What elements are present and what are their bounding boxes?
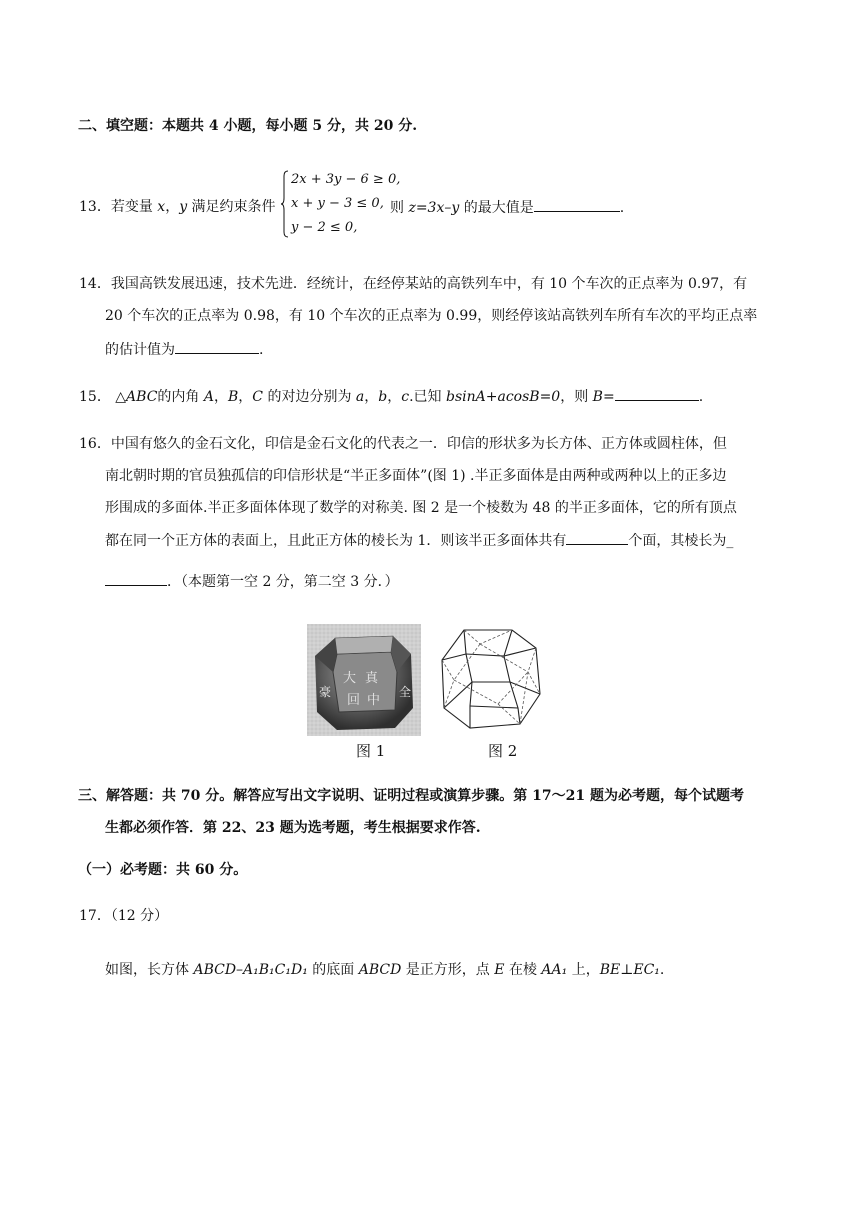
seal-char-6: 全 xyxy=(399,685,412,699)
q17-t3: 是正方形，点 xyxy=(401,962,495,978)
q15-t4: ，则 xyxy=(560,389,593,405)
answer-blank-16b[interactable] xyxy=(105,571,167,586)
q16-line-2: 南北朝时期的官员独孤信的印信形状是“半正多面体”(图 1) .半正多面体是由两种或两种以上的正多边 xyxy=(105,468,727,484)
var-a: a xyxy=(355,389,365,405)
q15-t1: 的内角 xyxy=(157,389,204,405)
seal-char-4: 中 xyxy=(367,693,381,708)
var-b: b xyxy=(378,389,388,405)
q17-t1: 如图，长方体 xyxy=(105,962,194,978)
q15-answer-label: B= xyxy=(592,389,615,405)
q17-t4: 在棱 xyxy=(504,962,542,978)
constraint-3: y − 2 ≤ 0, xyxy=(291,220,358,235)
var-y: y xyxy=(179,199,188,215)
q15-comma-3: ， xyxy=(364,389,379,405)
q13-pre: 若变量 xyxy=(110,199,158,215)
q15-t2: 的对边分别为 xyxy=(263,389,356,405)
polyhedron-figure xyxy=(440,624,546,734)
section-header-answers-1: 三、解答题：共 70 分。解答应写出文字说明、证明过程或演算步骤。第 17～21 题为必考题，每个试题考 xyxy=(78,788,744,804)
var-A: A xyxy=(203,389,214,405)
seal-char-1: 大 xyxy=(343,671,357,686)
q14-line-3 xyxy=(105,339,263,360)
q14-number: 14． xyxy=(79,276,111,292)
q15-comma-2: ， xyxy=(238,389,253,405)
figure-2-caption: 图 2 xyxy=(488,742,518,760)
seal-photo-figure xyxy=(307,624,421,736)
q15-number: 15． xyxy=(79,389,111,405)
constraint-1: 2x + 3y − 6 ≥ 0, xyxy=(291,172,401,187)
constraint-2: x + y − 3 ≤ 0, xyxy=(291,196,384,211)
objective-function: z=3x–y xyxy=(408,200,460,216)
q16-text-4b: 个面，其棱长为_ xyxy=(628,533,734,549)
q17-number: 17． xyxy=(79,908,111,924)
cuboid-label: ABCD–A₁B₁C₁D₁ xyxy=(193,962,308,978)
q15-equation: bsinA+acosB=0 xyxy=(446,389,561,405)
q14-line-1 xyxy=(79,274,747,294)
q17-t5: 上， xyxy=(567,962,600,978)
answer-blank-14[interactable] xyxy=(175,339,259,354)
q16-line-5 xyxy=(105,571,399,592)
q17-score: （12 分） xyxy=(110,908,169,924)
part-required-header: （一）必考题：共 60 分。 xyxy=(78,862,248,878)
q14-text-1: 我国高铁发展迅速，技术先进．经统计，在经停某站的高铁列车中，有 10 个车次的正点率为 0.97，有 xyxy=(110,276,748,292)
figure-1-caption: 图 1 xyxy=(356,742,386,760)
q13-text xyxy=(79,197,276,217)
var-x: x xyxy=(157,199,166,215)
q13-sep: ， xyxy=(165,199,180,215)
var-c: c xyxy=(401,389,410,405)
q17-end: . xyxy=(659,962,665,978)
q13-then: 则 xyxy=(390,200,409,216)
q16-line-3: 形围成的多面体.半正多面体体现了数学的对称美. 图 2 是一个棱数为 48 的半正多面体，它的所有顶点 xyxy=(105,500,737,516)
q13-objective xyxy=(390,197,624,218)
q14-line-2: 20 个车次的正点率为 0.98，有 10 个车次的正点率为 0.99，则经停该站高铁列车所有车次的平均正点率 xyxy=(105,308,758,324)
var-B: B xyxy=(228,389,239,405)
q17-statement xyxy=(105,960,664,980)
q13-tail: 的最大值是 xyxy=(459,200,534,216)
q17-t2: 的底面 xyxy=(307,962,359,978)
triangle-abc: △ABC xyxy=(115,389,158,405)
q15-end: . xyxy=(698,389,704,405)
q14-end: . xyxy=(259,342,264,358)
q16-line-1 xyxy=(79,434,727,454)
edge-label: AA₁ xyxy=(541,962,568,978)
q17-header xyxy=(79,906,168,926)
seal-char-5: 豪 xyxy=(319,685,332,699)
q16-line-4 xyxy=(105,530,733,551)
perpendicular-condition: BE⊥EC₁ xyxy=(599,962,660,978)
q16-number: 16． xyxy=(79,436,111,452)
seal-char-3: 回 xyxy=(347,693,361,708)
q13-end: . xyxy=(619,200,625,216)
q15-t3: .已知 xyxy=(409,389,446,405)
base-label: ABCD xyxy=(358,962,402,978)
seal-char-2: 真 xyxy=(365,671,379,686)
answer-blank-15[interactable] xyxy=(615,386,699,401)
q14-text-3: 的估计值为 xyxy=(105,342,175,358)
brace-icon xyxy=(281,170,289,238)
q16-text-4a: 都在同一个正方体的表面上，且此正方体的棱长为 1．则该半正多面体共有 xyxy=(105,533,567,549)
answer-blank-13[interactable] xyxy=(534,197,620,212)
q15-comma-1: ， xyxy=(214,389,228,405)
answer-blank-16a[interactable] xyxy=(566,530,628,545)
section-header-fill-in: 二、填空题：本题共 4 小题，每小题 5 分，共 20 分. xyxy=(78,118,418,134)
q13-number: 13． xyxy=(79,199,111,215)
var-C: C xyxy=(252,389,264,405)
q16-text-1: 中国有悠久的金石文化，印信是金石文化的代表之一．印信的形状多为长方体、正方体或圆柱体，但 xyxy=(110,436,727,452)
section-header-answers-2: 生都必须作答．第 22、23 题为选考题，考生根据要求作答. xyxy=(105,820,481,836)
point-E: E xyxy=(494,962,505,978)
q15-comma-4: ， xyxy=(387,389,402,405)
q15-text xyxy=(79,386,703,407)
q16-text-5: ．（本题第一空 2 分，第二空 3 分．） xyxy=(167,574,399,590)
q13-mid: 满足约束条件 xyxy=(187,199,276,215)
